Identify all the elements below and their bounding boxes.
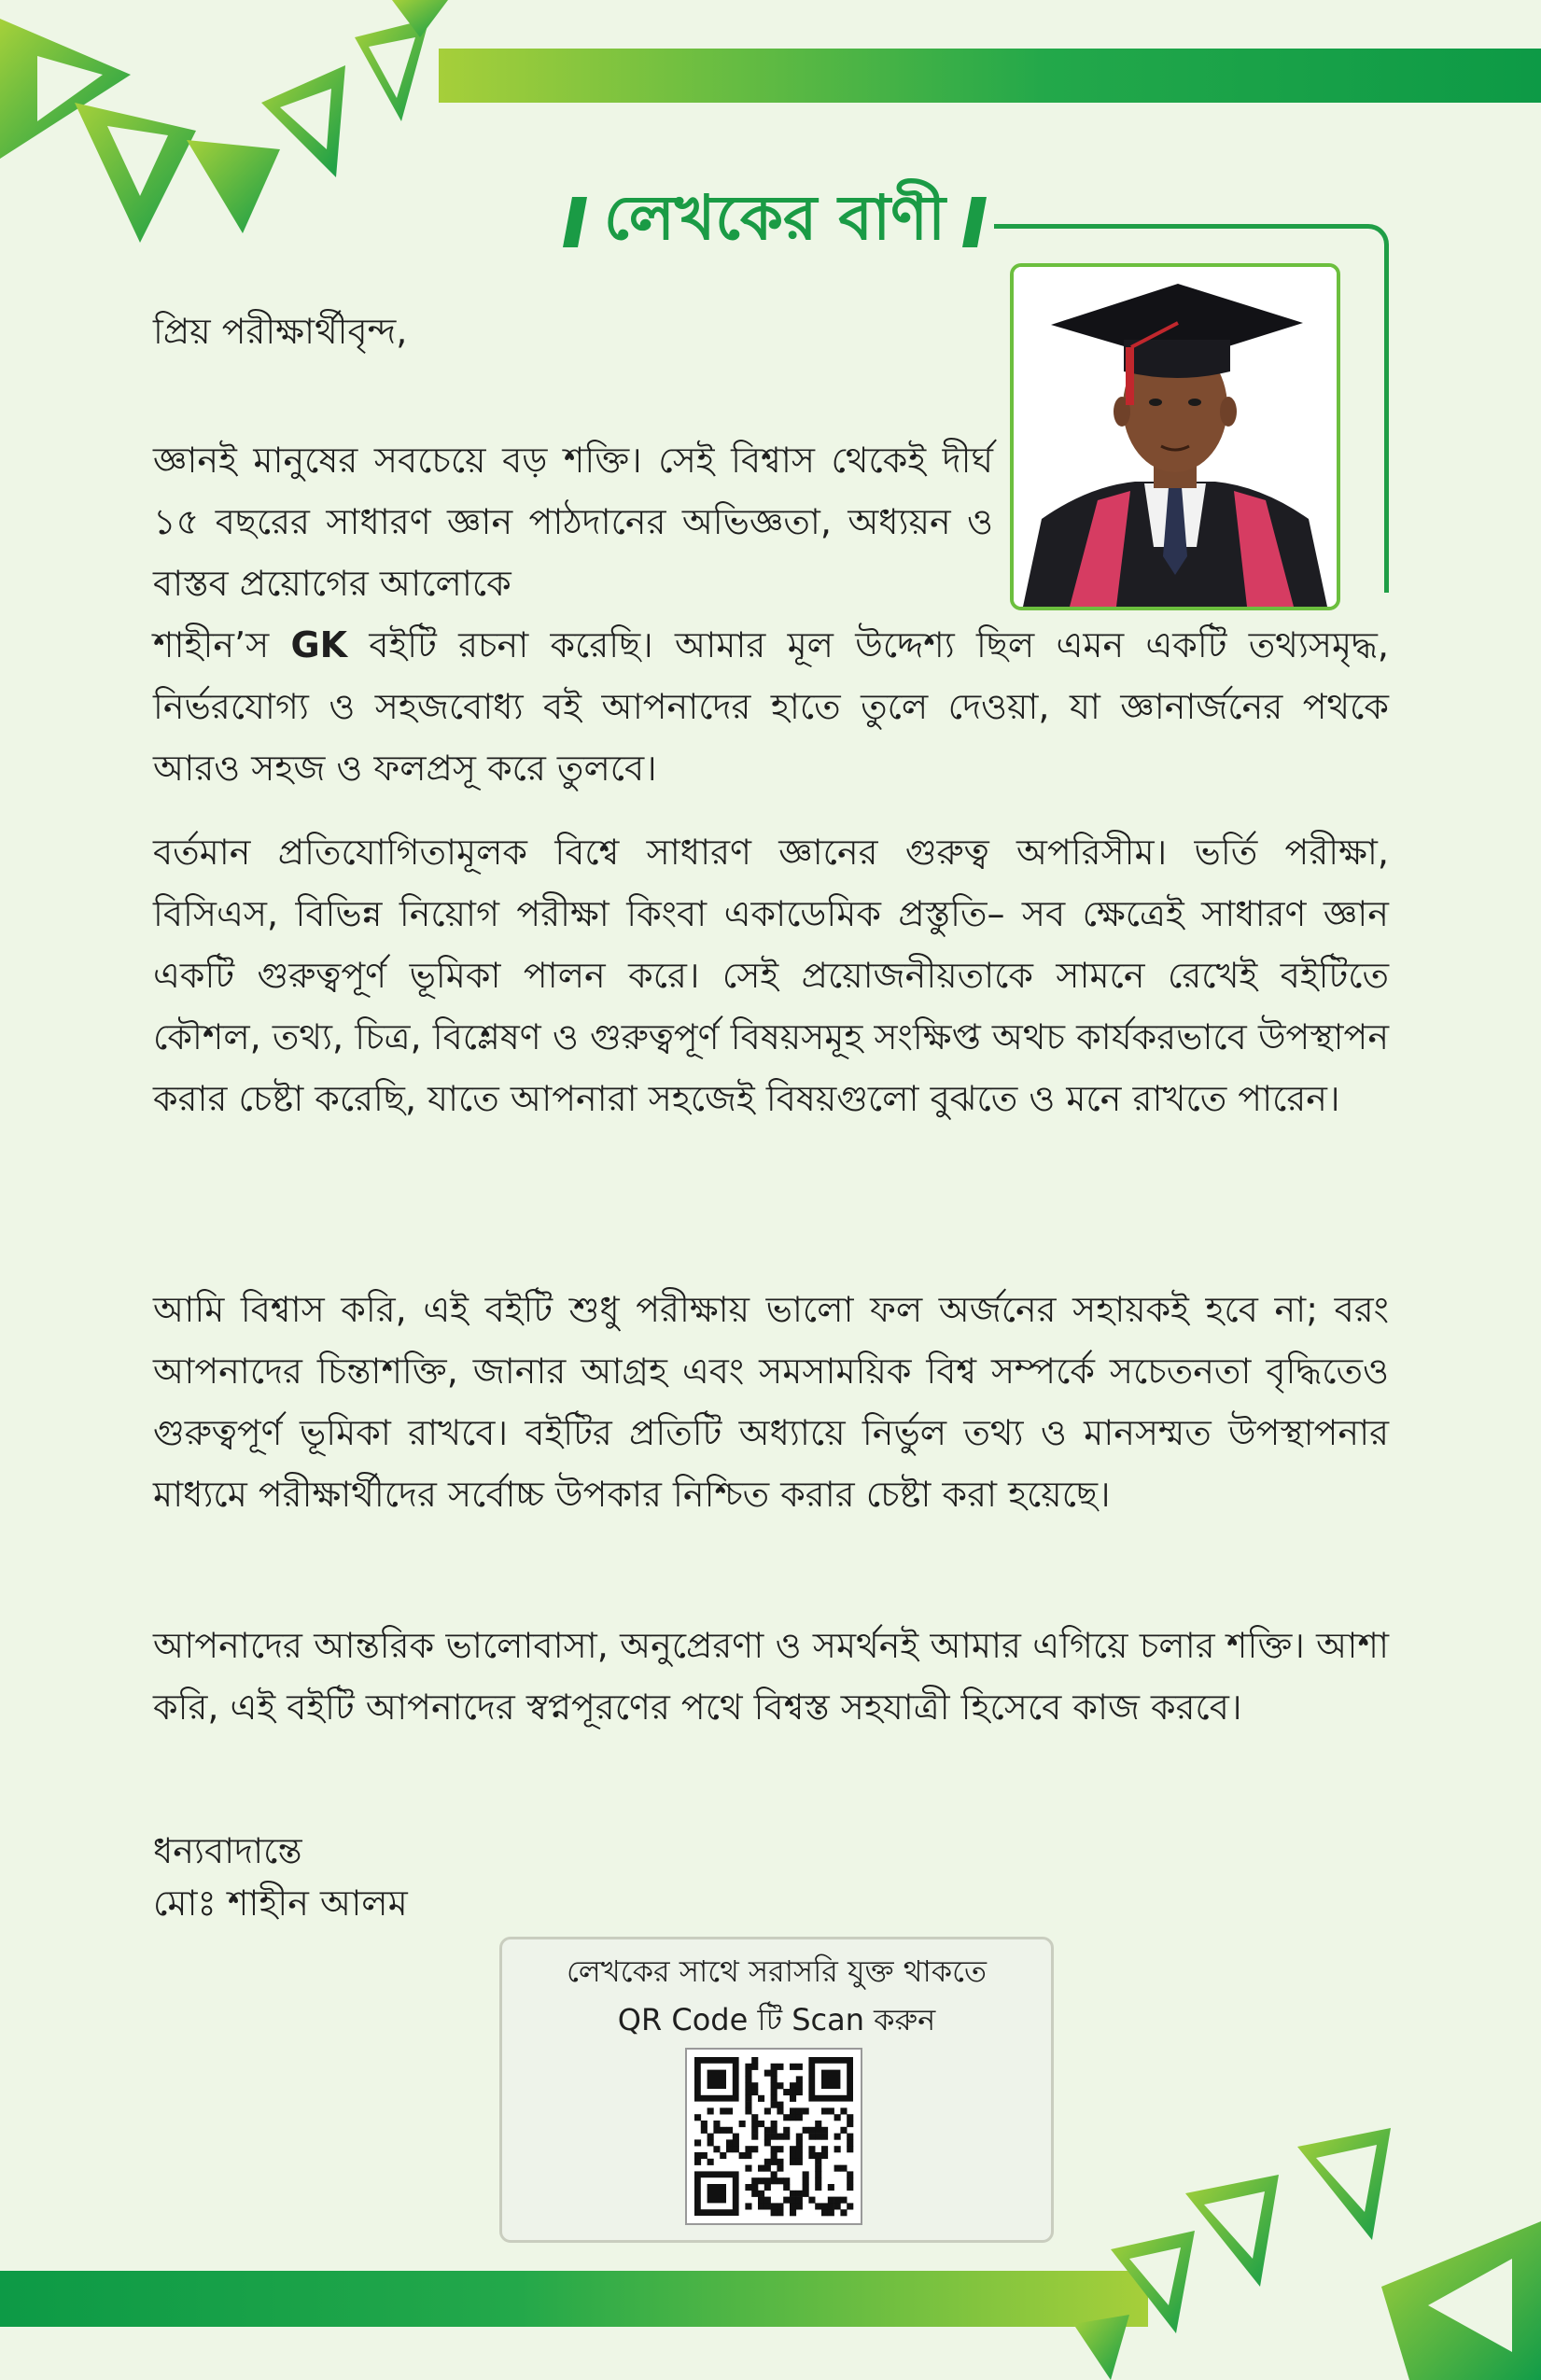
top-left-triangle-ornament <box>0 0 467 252</box>
qr-caption-line-1: লেখকের সাথে সরাসরি যুক্ত থাকতে <box>566 1953 988 1989</box>
salutation <box>153 301 1389 362</box>
qr-caption-line-2: QR Code টি Scan করুন <box>617 2002 936 2037</box>
salutation-text: প্রিয় পরীক্ষার্থীবৃন্দ, <box>153 311 408 352</box>
paragraph-4 <box>153 1615 1389 1738</box>
signature-block <box>153 1825 1389 1929</box>
qr-card <box>499 1937 1054 2243</box>
title-right-slash-icon <box>962 197 987 247</box>
title-banner <box>532 179 1017 265</box>
paragraph-2 <box>153 821 1389 1129</box>
paragraph-3 <box>153 1279 1389 1525</box>
bottom-decor-bar <box>0 2271 1148 2327</box>
title-left-slash-icon <box>563 197 587 247</box>
paragraph-1-continued <box>153 614 1389 799</box>
paragraph-1-continued-text <box>153 614 1389 799</box>
paragraph-1-rest: বইটি রচনা করেছি। আমার মূল উদ্দেশ্য ছিল এমন একটি তথ্যসমৃদ্ধ, নির্ভরযোগ্য ও সহজবোধ্য বই আপনাদের হাতে তুলে দেওয়া, যা জ্ঞানার্জনের পথকে আরও সহজ ও ফলপ্রসূ করে তুলবে। <box>153 624 1390 789</box>
paragraph-1-top <box>153 429 993 614</box>
paragraph-1-top-text: জ্ঞানই মানুষের সবচেয়ে বড় শক্তি। সেই বিশ্বাস থেকেই দীর্ঘ ১৫ বছরের সাধারণ জ্ঞান পাঠদানের অভিজ্ঞতা, অধ্যয়ন ও বাস্তব প্রয়োগের আলোকে <box>153 440 993 604</box>
qr-code-image[interactable] <box>685 2048 862 2225</box>
closing-text: ধন্যবাদান্তে <box>153 1830 302 1871</box>
author-name: মোঃ শাহীন আলম <box>153 1883 408 1924</box>
paragraph-3-text: আমি বিশ্বাস করি, এই বইটি শুধু পরীক্ষায় ভালো ফল অর্জনের সহায়কই হবে না; বরং আপনাদের চিন্তাশক্তি, জানার আগ্রহ এবং সমসাময়িক বিশ্ব সম্পর্কে সচেতনতা বৃদ্ধিতেও গুরুত্বপূর্ণ ভূমিকা রাখবে। বইটির প্রতিটি অধ্যায়ে নির্ভুল তথ্য ও মানসম্মত উপস্থাপনার মাধ্যমে পরীক্ষার্থীদের সর্বোচ্চ উপকার নিশ্চিত করার চেষ্টা করা হয়েছে। <box>153 1289 1389 1515</box>
paragraph-4-text: আপনাদের আন্তরিক ভালোবাসা, অনুপ্রেরণা ও সমর্থনই আমার এগিয়ে চলার শক্তি। আশা করি, এই বইটি আপনাদের স্বপ্নপূরণের পথে বিশ্বস্ত সহযাত্রী হিসেবে কাজ করবে। <box>153 1625 1389 1728</box>
book-name-gk: GK <box>290 624 348 665</box>
top-decor-bar <box>439 49 1541 103</box>
page-title: লেখকের বাণী <box>604 182 946 254</box>
bottom-right-triangle-ornament <box>1073 2119 1541 2380</box>
book-name-prefix: শাহীন’স <box>153 624 291 665</box>
paragraph-2-text: বর্তমান প্রতিযোগিতামূলক বিশ্বে সাধারণ জ্ঞানের গুরুত্ব অপরিসীম। ভর্তি পরীক্ষা, বিসিএস, বিভিন্ন নিয়োগ পরীক্ষা কিংবা একাডেমিক প্রস্তুতি– সব ক্ষেত্রেই সাধারণ জ্ঞান একটি গুরুত্বপূর্ণ ভূমিকা পালন করে। সেই প্রয়োজনীয়তাকে সামনে রেখেই বইটিতে কৌশল, তথ্য, চিত্র, বিশ্লেষণ ও গুরুত্বপূর্ণ বিষয়সমূহ সংক্ষিপ্ত অথচ কার্যকরভাবে উপস্থাপন করার চেষ্টা করেছি, যাতে আপনারা সহজেই বিষয়গুলো বুঝতে ও মনে রাখতে পারেন। <box>153 832 1389 1119</box>
qr-code-pattern <box>687 2050 861 2223</box>
